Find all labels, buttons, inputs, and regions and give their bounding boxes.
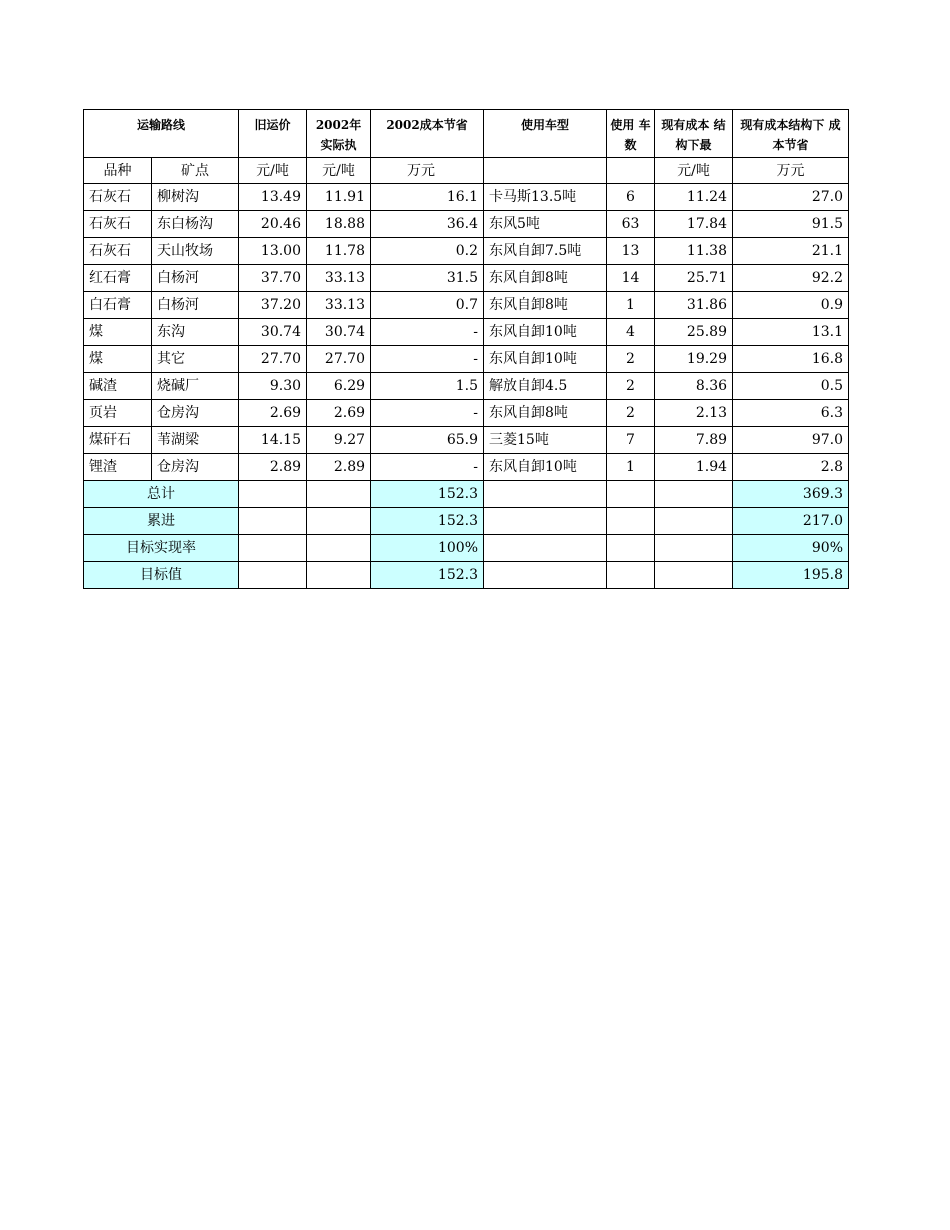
cell-saving-2002: 1.5 — [371, 373, 484, 400]
cell-truck-count: 2 — [607, 373, 655, 400]
cell-saving-2002: 36.4 — [371, 211, 484, 238]
summary-empty — [607, 481, 655, 508]
cell-old-rate: 2.89 — [239, 454, 307, 481]
unit-mine: 矿点 — [152, 158, 239, 184]
summary-label: 目标实现率 — [84, 535, 239, 562]
cell-truck-type: 东风自卸10吨 — [484, 454, 607, 481]
cell-actual-2002: 11.78 — [307, 238, 371, 265]
cell-mine: 柳树沟 — [152, 184, 239, 211]
summary-empty — [239, 508, 307, 535]
unit-variety: 品种 — [84, 158, 152, 184]
cell-actual-2002: 2.69 — [307, 400, 371, 427]
table-row — [84, 265, 849, 292]
summary-current-saving: 195.8 — [733, 562, 849, 589]
unit-saving-2002: 万元 — [371, 158, 484, 184]
cell-variety: 石灰石 — [84, 184, 152, 211]
cell-variety: 白石膏 — [84, 292, 152, 319]
cell-current-min: 17.84 — [655, 211, 733, 238]
cell-old-rate: 9.30 — [239, 373, 307, 400]
cell-saving-2002: - — [371, 400, 484, 427]
cell-current-min: 8.36 — [655, 373, 733, 400]
table-row — [84, 400, 849, 427]
header-actual-2002: 2002年 实际执 — [307, 110, 371, 158]
cell-actual-2002: 27.70 — [307, 346, 371, 373]
cell-variety: 煤 — [84, 319, 152, 346]
cell-actual-2002: 6.29 — [307, 373, 371, 400]
header-current-saving: 现有成本结构下 成本节省 — [733, 110, 849, 158]
cell-mine: 天山牧场 — [152, 238, 239, 265]
cell-current-saving: 91.5 — [733, 211, 849, 238]
summary-empty — [484, 508, 607, 535]
cell-variety: 碱渣 — [84, 373, 152, 400]
cell-current-min: 2.13 — [655, 400, 733, 427]
cell-current-saving: 13.1 — [733, 319, 849, 346]
cell-current-min: 11.24 — [655, 184, 733, 211]
cell-truck-count: 13 — [607, 238, 655, 265]
cell-current-saving: 0.9 — [733, 292, 849, 319]
table-row — [84, 373, 849, 400]
summary-empty — [607, 535, 655, 562]
cell-variety: 煤矸石 — [84, 427, 152, 454]
table-row — [84, 184, 849, 211]
summary-empty — [655, 481, 733, 508]
cell-current-min: 1.94 — [655, 454, 733, 481]
cell-variety: 锂渣 — [84, 454, 152, 481]
summary-empty — [655, 535, 733, 562]
summary-row — [84, 535, 849, 562]
cell-truck-type: 卡马斯13.5吨 — [484, 184, 607, 211]
table-row — [84, 427, 849, 454]
cell-mine: 苇湖梁 — [152, 427, 239, 454]
summary-empty — [655, 508, 733, 535]
cell-current-min: 31.86 — [655, 292, 733, 319]
cell-saving-2002: 0.2 — [371, 238, 484, 265]
cell-current-min: 25.89 — [655, 319, 733, 346]
cell-current-min: 25.71 — [655, 265, 733, 292]
cell-truck-type: 东风自卸7.5吨 — [484, 238, 607, 265]
cell-old-rate: 13.49 — [239, 184, 307, 211]
cell-current-min: 11.38 — [655, 238, 733, 265]
unit-actual-2002: 元/吨 — [307, 158, 371, 184]
summary-empty — [607, 508, 655, 535]
cell-truck-type: 东风自卸10吨 — [484, 319, 607, 346]
summary-row — [84, 508, 849, 535]
unit-row — [84, 158, 849, 184]
cell-actual-2002: 9.27 — [307, 427, 371, 454]
cell-actual-2002: 18.88 — [307, 211, 371, 238]
cell-truck-count: 1 — [607, 292, 655, 319]
cell-truck-type: 东风5吨 — [484, 211, 607, 238]
unit-truck-count — [607, 158, 655, 184]
cell-old-rate: 2.69 — [239, 400, 307, 427]
cell-actual-2002: 33.13 — [307, 292, 371, 319]
cell-old-rate: 37.70 — [239, 265, 307, 292]
cell-truck-count: 4 — [607, 319, 655, 346]
cell-variety: 石灰石 — [84, 211, 152, 238]
cell-saving-2002: 16.1 — [371, 184, 484, 211]
cell-old-rate: 37.20 — [239, 292, 307, 319]
cell-mine: 仓房沟 — [152, 454, 239, 481]
cell-saving-2002: 0.7 — [371, 292, 484, 319]
cell-truck-type: 东风自卸8吨 — [484, 265, 607, 292]
unit-truck-type — [484, 158, 607, 184]
cell-mine: 白杨河 — [152, 292, 239, 319]
summary-empty — [655, 562, 733, 589]
cell-old-rate: 14.15 — [239, 427, 307, 454]
header-old-rate: 旧运价 — [239, 110, 307, 158]
summary-empty — [239, 562, 307, 589]
cell-truck-count: 14 — [607, 265, 655, 292]
cell-truck-type: 解放自卸4.5 — [484, 373, 607, 400]
table-row — [84, 292, 849, 319]
unit-current-saving: 万元 — [733, 158, 849, 184]
summary-empty — [307, 562, 371, 589]
cell-mine: 白杨河 — [152, 265, 239, 292]
cell-current-saving: 27.0 — [733, 184, 849, 211]
cell-current-saving: 92.2 — [733, 265, 849, 292]
cell-mine: 东白杨沟 — [152, 211, 239, 238]
summary-saving-2002: 152.3 — [371, 481, 484, 508]
cell-saving-2002: - — [371, 319, 484, 346]
cell-truck-count: 63 — [607, 211, 655, 238]
cell-saving-2002: 31.5 — [371, 265, 484, 292]
cell-variety: 页岩 — [84, 400, 152, 427]
cell-mine: 烧碱厂 — [152, 373, 239, 400]
cell-truck-count: 2 — [607, 346, 655, 373]
table-row — [84, 454, 849, 481]
cell-current-min: 7.89 — [655, 427, 733, 454]
summary-current-saving: 369.3 — [733, 481, 849, 508]
summary-saving-2002: 152.3 — [371, 508, 484, 535]
cell-variety: 石灰石 — [84, 238, 152, 265]
table-row — [84, 319, 849, 346]
summary-empty — [239, 535, 307, 562]
summary-row — [84, 562, 849, 589]
summary-label: 总计 — [84, 481, 239, 508]
table-row — [84, 346, 849, 373]
cell-mine: 仓房沟 — [152, 400, 239, 427]
cell-mine: 东沟 — [152, 319, 239, 346]
cell-actual-2002: 2.89 — [307, 454, 371, 481]
header-row — [84, 110, 849, 158]
summary-empty — [307, 535, 371, 562]
cell-saving-2002: 65.9 — [371, 427, 484, 454]
header-saving-2002: 2002成本节省 — [371, 110, 484, 158]
summary-current-saving: 90% — [733, 535, 849, 562]
cell-actual-2002: 11.91 — [307, 184, 371, 211]
summary-saving-2002: 100% — [371, 535, 484, 562]
summary-row — [84, 481, 849, 508]
summary-empty — [484, 481, 607, 508]
freight-cost-table — [83, 109, 849, 589]
header-current-min: 现有成本 结构下最 — [655, 110, 733, 158]
summary-empty — [484, 535, 607, 562]
cell-old-rate: 30.74 — [239, 319, 307, 346]
header-route: 运输路线 — [84, 110, 239, 158]
table-row — [84, 211, 849, 238]
cell-saving-2002: - — [371, 454, 484, 481]
cell-actual-2002: 33.13 — [307, 265, 371, 292]
cell-mine: 其它 — [152, 346, 239, 373]
cell-current-saving: 16.8 — [733, 346, 849, 373]
summary-label: 目标值 — [84, 562, 239, 589]
cell-old-rate: 13.00 — [239, 238, 307, 265]
header-truck-count: 使用 车数 — [607, 110, 655, 158]
cell-old-rate: 27.70 — [239, 346, 307, 373]
cell-truck-type: 东风自卸10吨 — [484, 346, 607, 373]
cell-current-min: 19.29 — [655, 346, 733, 373]
cell-actual-2002: 30.74 — [307, 319, 371, 346]
unit-old-rate: 元/吨 — [239, 158, 307, 184]
summary-empty — [607, 562, 655, 589]
cell-current-saving: 6.3 — [733, 400, 849, 427]
cell-current-saving: 0.5 — [733, 373, 849, 400]
summary-saving-2002: 152.3 — [371, 562, 484, 589]
summary-label: 累进 — [84, 508, 239, 535]
summary-empty — [484, 562, 607, 589]
summary-empty — [307, 481, 371, 508]
header-truck-type: 使用车型 — [484, 110, 607, 158]
table-row — [84, 238, 849, 265]
cell-truck-count: 1 — [607, 454, 655, 481]
cell-truck-count: 2 — [607, 400, 655, 427]
unit-current-min: 元/吨 — [655, 158, 733, 184]
cell-old-rate: 20.46 — [239, 211, 307, 238]
cell-current-saving: 2.8 — [733, 454, 849, 481]
cell-truck-count: 6 — [607, 184, 655, 211]
summary-empty — [239, 481, 307, 508]
cell-current-saving: 97.0 — [733, 427, 849, 454]
cell-variety: 红石膏 — [84, 265, 152, 292]
cell-truck-count: 7 — [607, 427, 655, 454]
cell-variety: 煤 — [84, 346, 152, 373]
cell-saving-2002: - — [371, 346, 484, 373]
cell-current-saving: 21.1 — [733, 238, 849, 265]
cell-truck-type: 三菱15吨 — [484, 427, 607, 454]
cell-truck-type: 东风自卸8吨 — [484, 400, 607, 427]
summary-empty — [307, 508, 371, 535]
cell-truck-type: 东风自卸8吨 — [484, 292, 607, 319]
summary-current-saving: 217.0 — [733, 508, 849, 535]
